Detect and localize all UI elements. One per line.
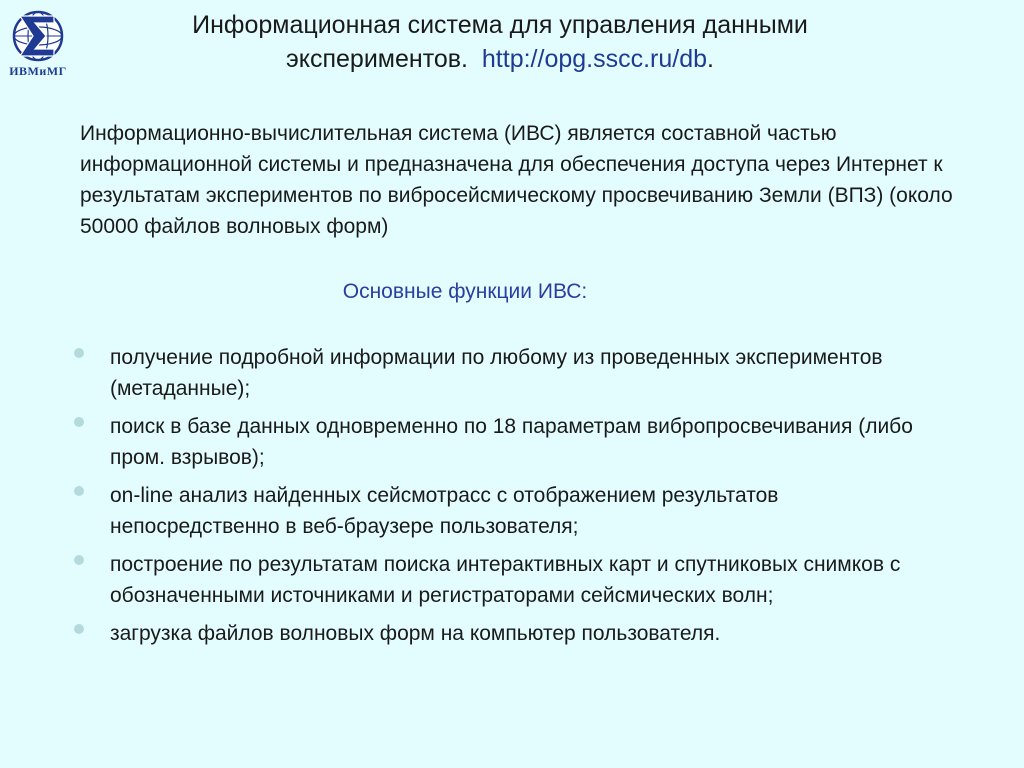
list-item (72, 480, 952, 542)
list-item (72, 549, 952, 611)
list-item (72, 618, 952, 649)
functions-heading: Основные функции ИВС: (342, 280, 588, 303)
intro-paragraph: Информационно-вычислительная система (ИВС) является составной частью информационной системы и предназначена для обеспечения доступа через Интернет к результатам экспериментов по вибросейсмическому просвечиванию Земли (ВПЗ) (около 50000 файлов волновых форм) (80, 122, 953, 238)
bullet-dot (74, 624, 84, 634)
title-line-2 (120, 42, 880, 76)
title-line-1: Информационная система для управления данными (192, 11, 808, 39)
database-link[interactable]: http://opg.sscc.ru/db (481, 45, 708, 73)
list-item-text: получение подробной информации по любому из проведенных экспериментов (метаданные); (110, 346, 883, 400)
functions-list (72, 342, 952, 656)
list-item-text: on-line анализ найденных сейсмотрасс с отображением результатов непосредственно в веб-браузере пользователя; (110, 484, 779, 538)
institute-logo (8, 8, 68, 78)
list-item-text: загрузка файлов волновых форм на компьютер пользователя. (110, 622, 721, 645)
bullet-dot (74, 486, 84, 496)
list-item (72, 342, 952, 404)
list-item-text: построение по результатам поиска интерактивных карт и спутниковых снимков с обозначенными источниками и регистраторами сейсмических волн; (110, 553, 901, 607)
globe-sigma-icon (8, 8, 68, 64)
list-item-text: поиск в базе данных одновременно по 18 параметрам вибропросвечивания (либо пром. взрывов); (110, 415, 913, 469)
list-item (72, 411, 952, 473)
bullet-dot (74, 348, 84, 358)
bullet-dot (74, 417, 84, 427)
title-text: экспериментов. (286, 45, 468, 73)
title-period: . (707, 45, 714, 73)
bullet-dot (74, 555, 84, 565)
logo-caption: ИВМиМГ (9, 64, 67, 78)
page-title (120, 8, 880, 76)
